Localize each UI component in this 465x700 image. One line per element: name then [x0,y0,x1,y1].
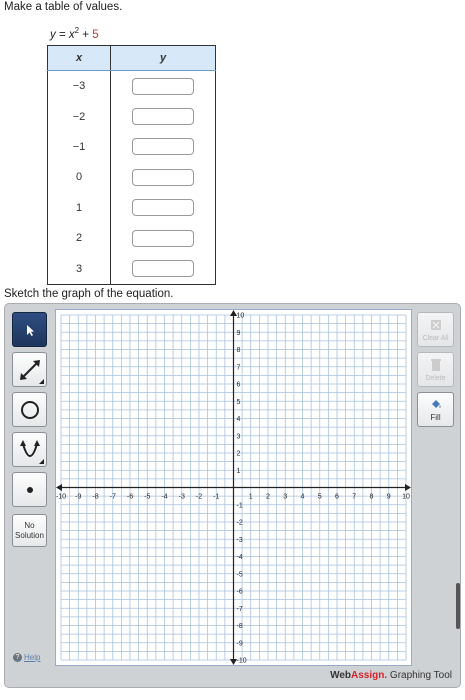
table-row [48,223,216,253]
x-tick-label: 5 [317,493,322,501]
x-tick-label: -8 [92,493,99,501]
x-tick-label: -10 [56,493,67,501]
x-value-cell: −3 [48,71,111,102]
y-value-cell [111,132,216,162]
x-axis-right-arrow [405,484,411,491]
paint-bucket-icon [429,398,443,412]
y-tick-label: 1 [236,467,241,475]
y-tick-label: 3 [236,433,241,441]
x-tick-label: -5 [144,493,151,501]
y-value-cell [111,71,216,102]
y-value-cell [111,101,216,131]
y-value-cell [111,223,216,253]
delete-label: Delete [425,375,446,382]
x-tick-label: -9 [75,493,82,501]
eq-exponent: 2 [74,26,80,35]
parabola-tool-button[interactable] [12,432,47,467]
table-row [48,71,216,102]
help-icon: ? [13,653,22,662]
x-value-cell: −1 [48,132,111,162]
y-tick-label: 5 [236,398,241,406]
y-tick-label: 7 [236,364,241,372]
clear-all-button[interactable] [417,312,454,347]
webassign-brand [330,670,452,681]
x-tick-label: -1 [213,493,220,501]
pointer-icon [23,323,37,337]
eq-var: x [68,28,75,41]
x-tick-label: -7 [109,493,116,501]
y-tick-label: 2 [236,450,241,458]
x-value-cell: −2 [48,101,111,131]
line-tool-corner [39,379,44,384]
y-value-input[interactable] [132,199,194,216]
help-link[interactable] [13,653,40,662]
eq-lhs: y [50,28,56,41]
x-tick-label: -2 [195,493,203,501]
y-tick-label: 10 [236,312,245,320]
circle-tool-button[interactable] [12,392,47,427]
x-tick-label: -6 [126,493,134,501]
point-tool-button[interactable] [12,472,47,507]
parabola-tool-corner [39,459,44,464]
x-tick-label: 9 [386,493,391,501]
clear-all-icon [429,318,443,332]
x-value-cell: 0 [48,162,111,192]
eq-equals: = [58,28,66,41]
clear-all-label: Clear All [422,335,449,342]
y-tick-label: -5 [236,571,243,579]
line-tool-button[interactable] [12,352,47,387]
y-tick-label: -3 [236,536,243,544]
y-tick-label: 8 [236,347,241,354]
parabola-icon [18,438,42,462]
x-value-cell: 1 [48,193,111,223]
y-value-input[interactable] [132,78,194,95]
table-row [48,162,216,192]
y-value-cell [111,162,216,192]
y-value-input[interactable] [132,108,194,125]
y-tick-label: -2 [236,519,243,527]
x-value-cell: 2 [48,223,111,253]
y-value-input[interactable] [132,230,194,247]
select-tool-button[interactable] [12,312,47,347]
table-prompt: Make a table of values. [4,1,123,13]
fill-button[interactable] [417,392,454,427]
y-tick-label: 6 [236,381,241,389]
x-header: x [48,46,111,71]
page-scrollbar[interactable] [456,583,460,629]
x-tick-label: 2 [266,493,270,501]
y-tick-label: -6 [236,588,243,596]
brand-assign: Assign. [351,670,388,681]
eq-plus: + [82,28,89,41]
y-value-cell [111,193,216,223]
brand-web: Web [330,670,352,681]
table-row [48,132,216,162]
no-solution-button[interactable] [12,514,47,547]
x-tick-label: -3 [178,493,185,501]
graph-canvas[interactable] [55,309,412,666]
x-tick-label: 8 [369,493,374,501]
graph-prompt: Sketch the graph of the equation. [4,288,174,300]
help-label: Help [24,653,41,662]
y-header: y [111,46,216,71]
graphing-tool [4,303,461,688]
circle-icon [19,399,41,421]
brand-rest: Graphing Tool [387,670,452,681]
y-tick-label: -4 [236,554,243,561]
y-value-input[interactable] [132,260,194,277]
equation [50,26,99,41]
coordinate-grid[interactable] [56,310,411,665]
no-solution-label-1: No [24,521,35,530]
x-tick-label: 10 [402,493,410,501]
eq-constant: 5 [92,28,99,41]
trash-icon [429,358,443,372]
y-tick-label: -10 [236,657,247,665]
y-value-cell [111,253,216,284]
x-axis-left-arrow [56,484,62,491]
values-table [47,45,216,285]
y-value-input[interactable] [132,138,194,155]
x-tick-label: 3 [283,493,288,501]
table-row [48,193,216,223]
y-tick-label: -7 [236,605,243,613]
x-tick-label: 6 [335,493,339,501]
x-tick-label: 1 [248,493,253,501]
no-solution-label-2: Solution [15,531,44,540]
table-row [48,101,216,131]
x-tick-label: -4 [161,493,168,501]
point-icon [25,485,35,495]
y-tick-label: -8 [236,623,243,630]
line-icon [18,358,42,382]
y-tick-label: -9 [236,640,243,648]
table-row [48,253,216,284]
y-value-input[interactable] [132,169,194,186]
y-tick-label: -1 [236,502,243,510]
delete-button[interactable] [417,352,454,387]
x-value-cell: 3 [48,253,111,284]
y-tick-label: 4 [236,416,241,423]
x-tick-label: 7 [352,493,357,501]
fill-label: Fill [430,413,441,422]
y-tick-label: 9 [236,329,241,337]
x-tick-label: 4 [300,493,305,501]
